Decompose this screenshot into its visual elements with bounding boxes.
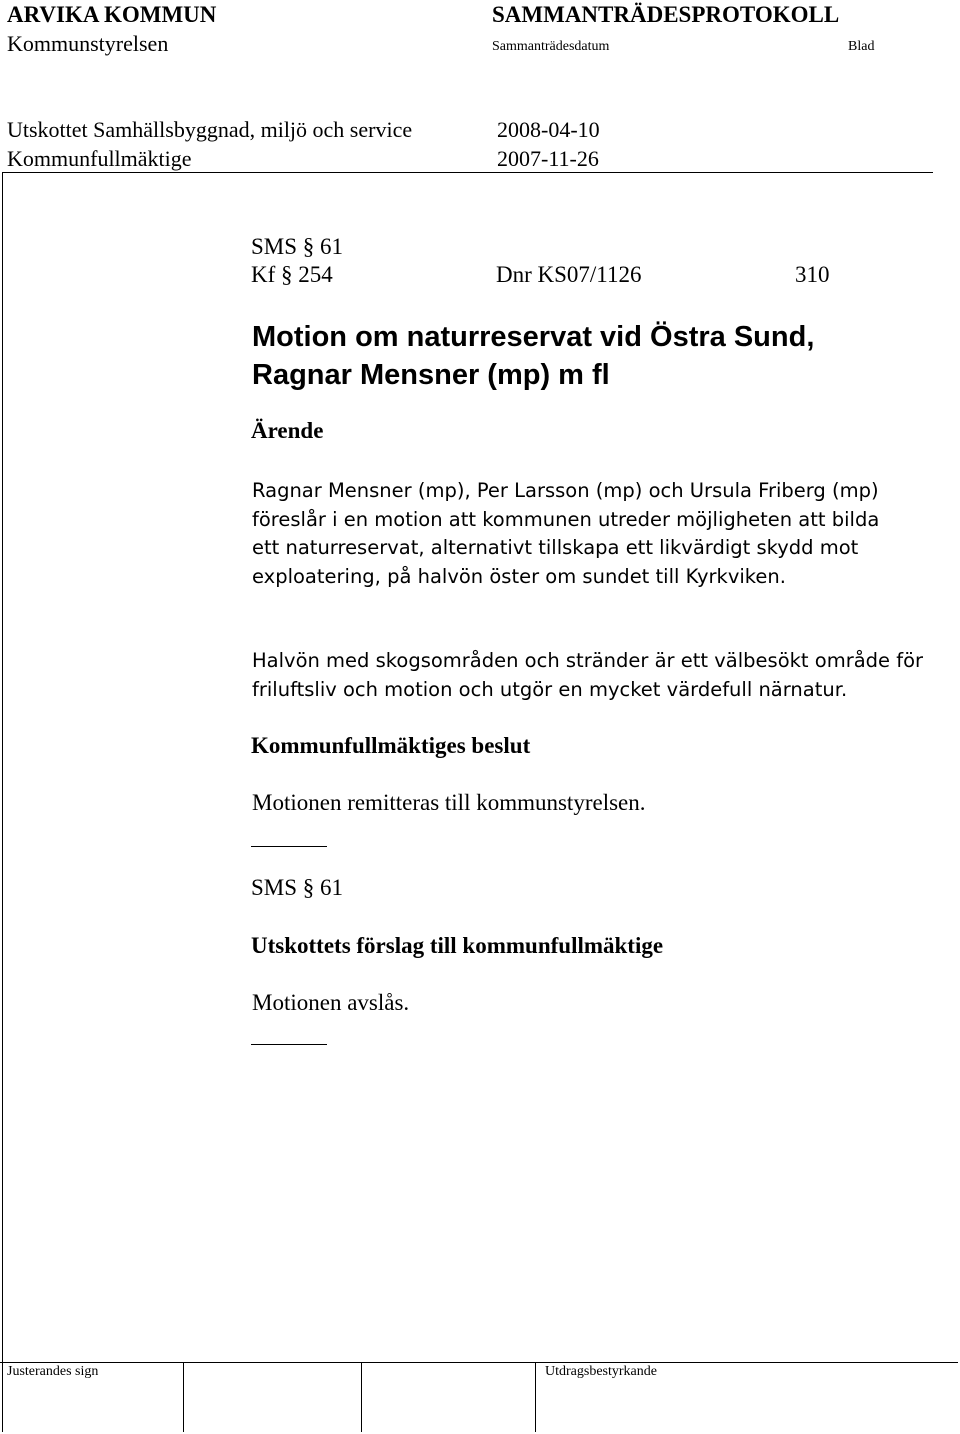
case-title-line: Motion om naturreservat vid Östra Sund, <box>252 321 815 353</box>
kf-decision-heading: Kommunfullmäktiges beslut <box>251 733 531 758</box>
meeting-name: Utskottet Samhällsbyggnad, miljö och service <box>7 117 413 142</box>
case-code: 310 <box>795 262 830 287</box>
footer-divider <box>361 1362 362 1432</box>
case-title <box>252 318 814 394</box>
meeting-name: Kommunfullmäktige <box>7 146 192 171</box>
frame-top-border <box>2 172 933 173</box>
description-text: Halvön med skogsområden och stränder är ett välbesökt område för friluftsliv och motion och utgör en mycket värdefull närnatur. <box>252 649 924 701</box>
committee-proposal-heading: Utskottets förslag till kommunfullmäktige <box>251 933 664 958</box>
document-type: SAMMANTRÄDESPROTOKOLL <box>492 2 840 27</box>
footer-divider <box>183 1362 184 1432</box>
kf-decision-text: Motionen remitteras till kommunstyrelsen. <box>252 790 646 815</box>
sms-reference: SMS § 61 <box>251 234 344 259</box>
footer-border <box>0 1362 958 1363</box>
committee-proposal-text: Motionen avslås. <box>252 990 410 1015</box>
meeting-date: 2007-11-26 <box>497 146 599 171</box>
arende-text: Ragnar Mensner (mp), Per Larsson (mp) och Ursula Friberg (mp) föreslår i en motion att kommunen utreder möjligheten att bilda ett naturreservat, alternativt tillskapa ett likvärdigt skydd mot exploatering, på halvön öster om sundet till Kyrkviken. <box>252 479 880 588</box>
footer-divider <box>535 1362 536 1432</box>
case-title-line: Ragnar Mensner (mp) m fl <box>252 359 610 391</box>
section-divider <box>251 1044 327 1045</box>
page-label: Blad <box>848 39 875 54</box>
board-name: Kommunstyrelsen <box>7 31 169 56</box>
sign-label: Justerandes sign <box>7 1364 99 1379</box>
certifier-label: Utdragsbestyrkande <box>545 1364 657 1379</box>
meeting-date-label: Sammanträdesdatum <box>492 39 610 54</box>
frame-left-border <box>2 172 3 1432</box>
meeting-date: 2008-04-10 <box>497 117 600 142</box>
diary-number: Dnr KS07/1126 <box>496 262 642 287</box>
organization-name: ARVIKA KOMMUN <box>7 2 217 27</box>
section-divider <box>251 846 327 847</box>
kf-reference: Kf § 254 <box>251 262 333 287</box>
sms-reference-2: SMS § 61 <box>251 875 344 900</box>
arende-heading: Ärende <box>251 418 324 443</box>
